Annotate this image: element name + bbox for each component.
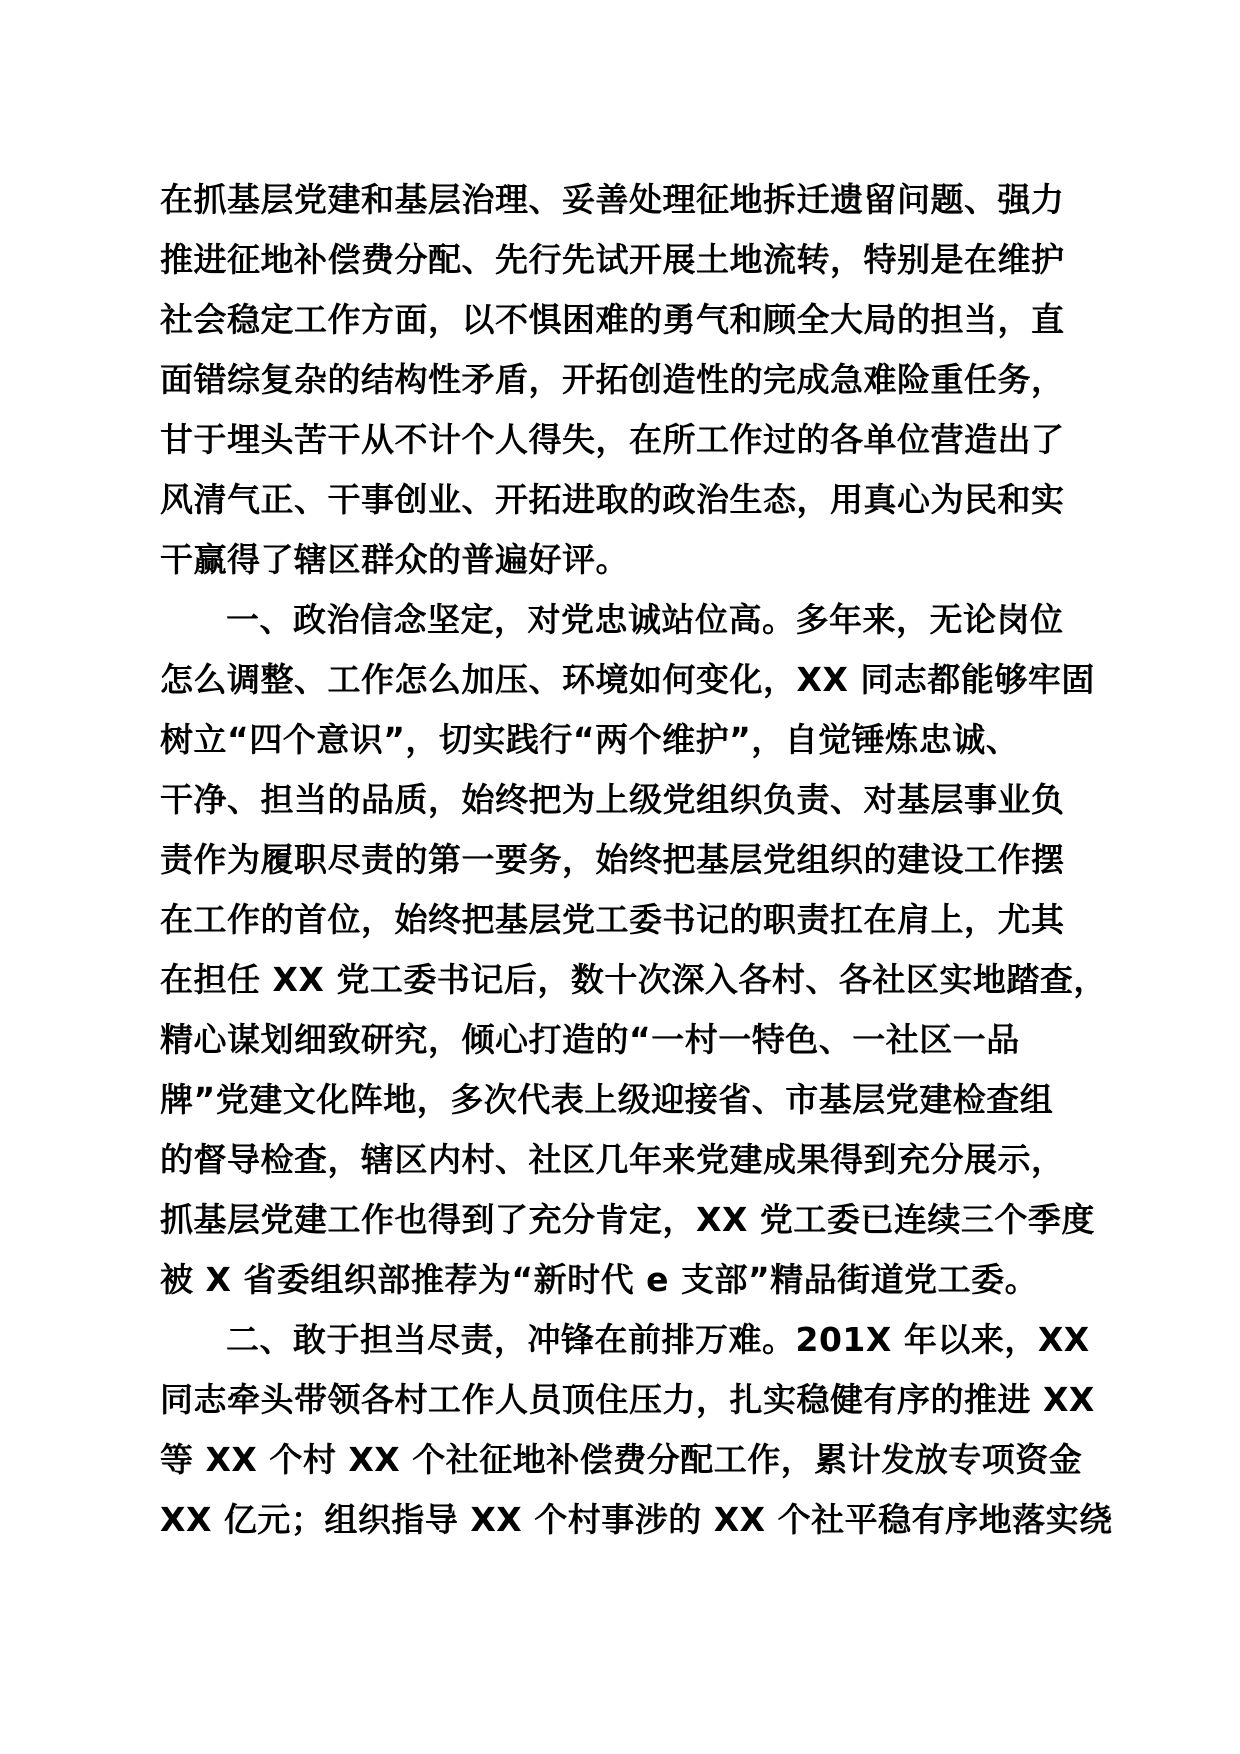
text-line: 推进征地补偿费分配、先行先试开展土地流转，特别是在维护 — [160, 240, 1065, 279]
section-heading-line: 一、政治信念坚定，对党忠诚站位高。多年来，无论岗位 — [226, 600, 1064, 639]
section-heading-line: 二、敢于担当尽责，冲锋在前排万难。201X 年以来，XX — [226, 1320, 1090, 1359]
text-line: 在担任 XX 党工委书记后，数十次深入各村、各社区实地踏查， — [160, 960, 1107, 999]
body-text — [160, 170, 1113, 1550]
text-line: 干净、担当的品质，始终把为上级党组织负责、对基层事业负 — [160, 780, 1065, 819]
text-line: 甘于埋头苦干从不计个人得失，在所工作过的各单位营造出了 — [160, 420, 1065, 459]
text-line: 怎么调整、工作怎么加压、环境如何变化，XX 同志都能够牢固 — [160, 660, 1095, 699]
text-line: XX 亿元；组织指导 XX 个村事涉的 XX 个社平稳有序地落实绕 — [160, 1500, 1113, 1539]
text-line: 同志牵头带领各村工作人员顶住压力，扎实稳健有序的推进 XX — [160, 1380, 1095, 1419]
text-line: 抓基层党建工作也得到了充分肯定，XX 党工委已连续三个季度 — [160, 1200, 1095, 1239]
text-line: 责作为履职尽责的第一要务，始终把基层党组织的建设工作摆 — [160, 840, 1065, 879]
text-line: 牌”党建文化阵地，多次代表上级迎接省、市基层党建检查组 — [160, 1080, 1054, 1119]
text-line: 精心谋划细致研究，倾心打造的“一村一特色、一社区一品 — [160, 1020, 1020, 1059]
text-line: 在抓基层党建和基层治理、妥善处理征地拆迁遗留问题、强力 — [160, 180, 1065, 219]
text-line: 风清气正、干事创业、开拓进取的政治生态，用真心为民和实 — [160, 480, 1065, 519]
text-line: 被 X 省委组织部推荐为“新时代 e 支部”精品街道党工委。 — [160, 1260, 1039, 1299]
text-line: 等 XX 个村 XX 个社征地补偿费分配工作，累计发放专项资金 — [160, 1440, 1083, 1479]
text-line: 社会稳定工作方面，以不惧困难的勇气和顾全大局的担当，直 — [160, 300, 1065, 339]
text-line: 树立“四个意识”，切实践行“两个维护”，自觉锤炼忠诚、 — [160, 720, 1020, 759]
text-line: 面错综复杂的结构性矛盾，开拓创造性的完成急难险重任务， — [160, 360, 1065, 399]
text-line: 的督导检查，辖区内村、社区几年来党建成果得到充分展示， — [160, 1140, 1065, 1179]
text-line: 干赢得了辖区群众的普遍好评。 — [160, 540, 629, 579]
text-line: 在工作的首位，始终把基层党工委书记的职责扛在肩上，尤其 — [160, 900, 1065, 939]
